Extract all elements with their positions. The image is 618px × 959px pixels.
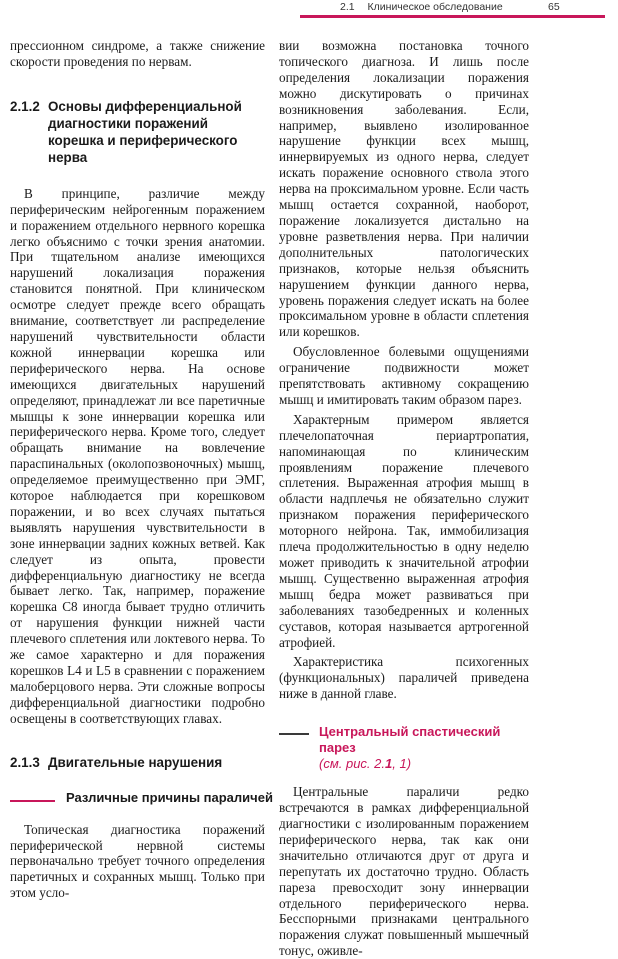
heading-2-1-3 [10, 754, 265, 771]
paragraph-psychogenic: Характеристика психогенных (функциональных) параличей приведена ниже в данной главе. [279, 654, 529, 702]
running-header [0, 0, 618, 18]
intro-paragraph: прессионном синдроме, а также снижение скорости проведения по нервам. [10, 38, 265, 69]
heading-dark-rule [279, 733, 309, 735]
heading-paralysis-causes-title: Различные причины параличей [66, 789, 273, 805]
paragraph-central-paralysis: Центральные параличи редко встречаются в рамках дифференциальной диагностики с изолированным поражением периферического нерва, так как они значительно отличаются друг от друга и перепутать их достаточно трудно. Область пареза превосходит зону иннервации отдельного периферического нерва. Бесспорными признаками центрального поражения служат повышенный мышечный тонус, оживле- [279, 784, 529, 959]
left-column [10, 38, 273, 901]
header-section-title: Клиническое обследование [367, 1, 503, 13]
page-number: 65 [548, 1, 560, 13]
header-section [340, 1, 503, 13]
heading-paralysis-causes [10, 789, 273, 808]
heading-2-1-3-title: Двигательные нарушения [48, 754, 223, 770]
paragraph-pain-limitation: Обусловленное болевыми ощущениями ограничение подвижности может препятствовать активному сокращению мышц и имитировать таким образом парез. [279, 344, 529, 407]
figure-reference: (см. рис. 2.1, 1) [319, 756, 412, 772]
heading-central-paresis-title: Центральный спастический парез [319, 724, 501, 756]
heading-central-paresis [279, 724, 529, 772]
heading-2-1-2 [10, 98, 265, 166]
heading-2-1-2-number: 2.1.2 [10, 98, 40, 114]
heading-2-1-2-title: Основы дифференциальной диагностики поражений корешка и периферического нерва [48, 98, 242, 165]
heading-accent-rule [10, 800, 55, 802]
header-rule [300, 15, 605, 18]
paragraph-continuation: вии возможна постановка точного топического диагноза. И лишь после определения локализации поражения можно дискутировать о причинах возникновения заболевания. Если, например, выявлено изолированное нарушение функции всех мышц, иннервируемых из одного нерва, следует искать поражение основного ствола этого нерва на проксимальном уровне. Если часть мышц остается сохранной, наоборот, поражение локализуется дистально на уровне разветвления нерва. При наличии дополнительных патологических признаков, которые нельзя объяснить нарушением функции данного нерва, уровень поражения следует искать на более проксимальном уровне в области сплетения или корешков. [279, 38, 529, 340]
header-section-number: 2.1 [340, 1, 355, 13]
paragraph-differential: В принципе, различие между периферическим нейрогенным поражением и поражением отдельного нервного корешка легко объяснимо с точки зрения анатомии. При тщательном анализе имеющихся нарушений локализация поражения становится понятной. При клиническом осмотре следует прежде всего обращать внимание, соответствует ли распределение нарушений чувствительности области кожной иннервации корешка или периферического нерва. На основе имеющихся двигательных нарушений определяют, принадлежат ли все паретичные мышцы к зоне иннервации корешка или периферического нерва. Кроме того, следует обращать внимание на вовлечение параспинальных (околопозвоночных) мышц, определяемое преимущественно при ЭМГ, которое наблюдается при корешковом поражении, и во всех случаях пытаться выявлять нарушения чувствительности в зоне иннервации задних кожных ветвей. Как следует из опыта, провести дифференциальную диагностику не всегда бывает легко. Так, например, поражение корешка С8 иногда бывает трудно отличить от нарушения функции нижней части плечевого сплетения или локтевого нерва. То же самое характерно и для поражения корешков L4 и L5 в сравнении с поражением малоберцового нерва. Эти сложные вопросы дифференциальной диагностики подробно освещены в соответствующих главах. [10, 185, 265, 726]
paragraph-topical: Топическая диагностика поражений периферической нервной системы первоначально требует точного определения паретичных и сохранных мышц. Только при этом усло- [10, 821, 265, 901]
heading-2-1-3-number: 2.1.3 [10, 754, 40, 770]
paragraph-periarthropathy: Характерным примером является плечелопаточная периартропатия, напоминающая по клиническим проявлениям поражение плечевого сплетения. Выраженная атрофия мышц в области надплечья не обязательно служит признаком поражения периферического моторного нейрона. Так, иммобилизация плеча продолжительностью в одну неделю может приводить к значительной атрофии мышц. Существенно выраженная атрофия мышц бедра может развиваться при заболеваниях тазобедренных и коленных суставов, которая называется артрогенной атрофией. [279, 411, 529, 650]
